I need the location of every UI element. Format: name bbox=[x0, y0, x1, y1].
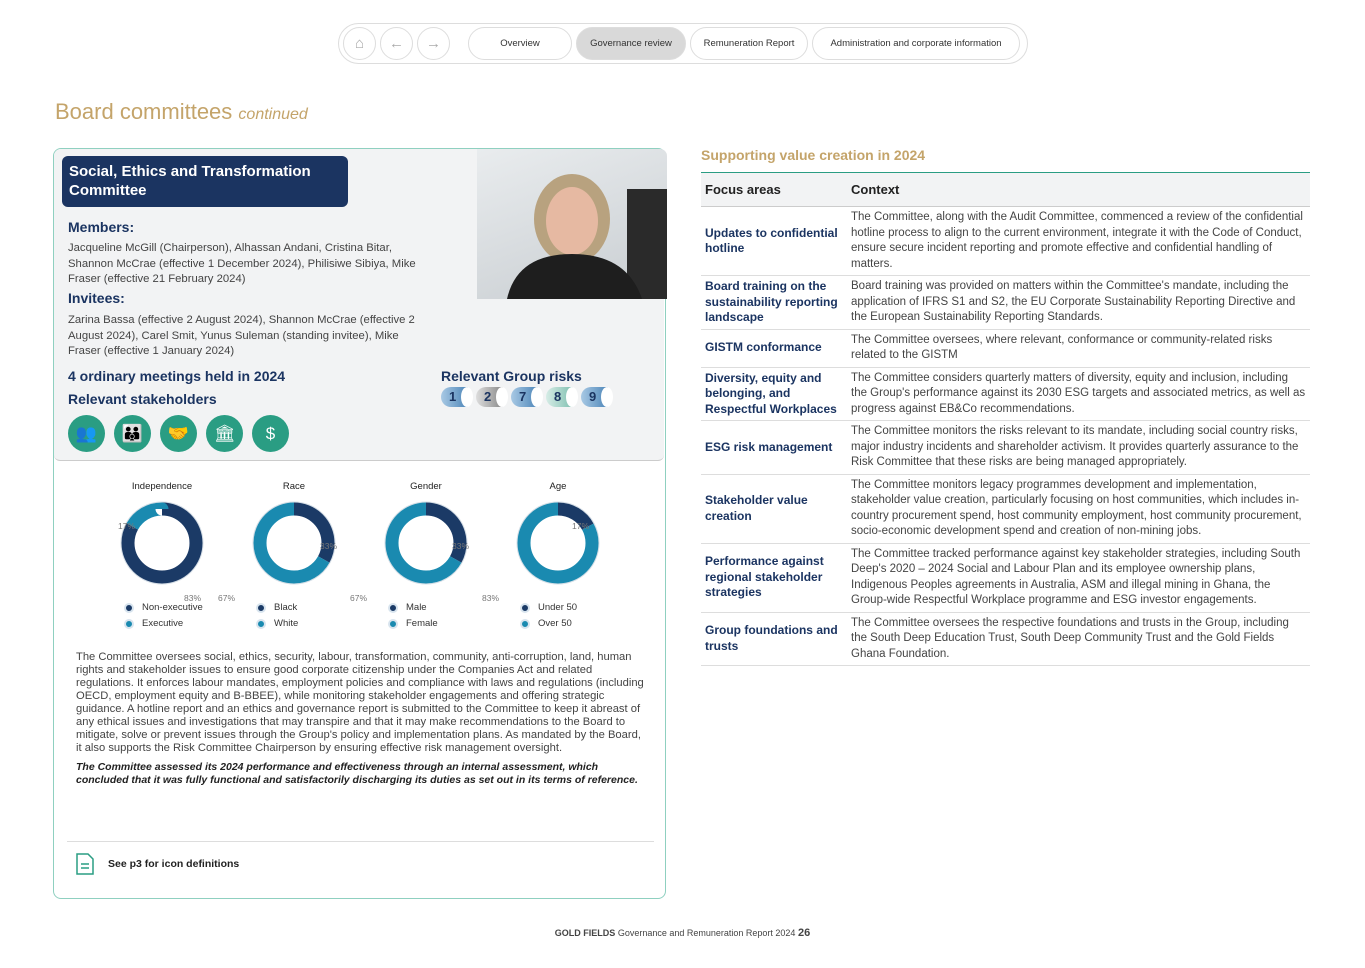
legend-label: Female bbox=[406, 618, 438, 629]
table-row bbox=[701, 474, 1310, 543]
data-label: 83% bbox=[482, 593, 500, 603]
focus-area: Board training on the sustainability reporting landscape bbox=[701, 276, 847, 330]
table-row bbox=[701, 543, 1310, 612]
table-row bbox=[701, 612, 1310, 666]
context: The Committee tracked performance against key stakeholder strategies, including South Deep's 2020 – 2024 Social and Labour Plan and its employee ownership plans, Indigenous Peoples agreements in Australia, ASM and illegal mining in Ghana, the Group-wide Respectful Workplace programme and ESG investor engagements. bbox=[847, 543, 1310, 612]
legend-swatch bbox=[520, 603, 530, 613]
context: The Committee considers quarterly matters of diversity, equity and inclusion, including the Group's performance against its 2030 ESG targets and associated metrics, as well as progress against EB&Co recommendations. bbox=[847, 367, 1310, 421]
legend-item bbox=[256, 602, 297, 613]
risk-badge: 2 bbox=[476, 387, 503, 407]
home-icon: ⌂ bbox=[354, 35, 365, 52]
data-label: 67% bbox=[218, 593, 236, 603]
header-context: Context bbox=[847, 173, 1310, 207]
stakeholder-icons bbox=[68, 415, 289, 452]
legend-swatch bbox=[388, 603, 398, 613]
assessment-text: The Committee assessed its 2024 performance and effectiveness through an internal assessment, which concluded that it was fully functional and satisfactorily discharging its duties as set out in its terms of reference. bbox=[76, 761, 638, 786]
donut-chart-gender bbox=[366, 481, 486, 593]
header-focus-areas: Focus areas bbox=[701, 173, 847, 207]
donut-svg bbox=[498, 498, 618, 588]
legend-label: White bbox=[274, 618, 299, 629]
home-button[interactable] bbox=[343, 27, 376, 60]
legend-item bbox=[124, 618, 183, 629]
government-building-icon: 🏛 bbox=[206, 415, 243, 452]
donut-chart-race bbox=[234, 481, 354, 593]
top-navigation bbox=[338, 23, 1028, 64]
context: The Committee, along with the Audit Committee, commenced a review of the confidential hotline process to align to the current environment, integrate it with the Code of Conduct, ensure secure incident reporting and promote effective and confidential handling of matters. bbox=[847, 207, 1310, 276]
focus-area: ESG risk management bbox=[701, 421, 847, 475]
investors-money-icon: $ bbox=[252, 415, 289, 452]
partners-handshake-icon: 🤝 bbox=[160, 415, 197, 452]
legend-swatch bbox=[124, 603, 134, 613]
risk-badge: 8 bbox=[546, 387, 573, 407]
risks-label: Relevant Group risks bbox=[441, 368, 582, 384]
legend-item bbox=[256, 618, 298, 629]
page-footer bbox=[0, 927, 1365, 939]
footnote-text: See p3 for icon definitions bbox=[108, 858, 240, 870]
document-icon bbox=[76, 853, 94, 875]
focus-area: Group foundations and trusts bbox=[701, 612, 847, 666]
legend-swatch bbox=[124, 619, 134, 629]
data-label: 17% bbox=[118, 521, 136, 531]
meetings-count: 4 ordinary meetings held in 2024 bbox=[68, 368, 286, 384]
legend-swatch bbox=[256, 603, 266, 613]
table-row bbox=[701, 207, 1310, 276]
arrow-right-icon: → bbox=[426, 35, 441, 52]
portrait-icon bbox=[477, 149, 667, 299]
chart-title: Independence bbox=[131, 481, 193, 492]
legend-item bbox=[388, 602, 427, 613]
legend-item bbox=[388, 618, 438, 629]
table-row bbox=[701, 367, 1310, 421]
back-button[interactable] bbox=[380, 27, 413, 60]
donut-chart-age bbox=[498, 481, 618, 593]
legend-label: Black bbox=[274, 602, 298, 613]
focus-areas-table bbox=[701, 172, 1310, 666]
page-title bbox=[55, 99, 308, 125]
chart-title: Race bbox=[282, 481, 306, 492]
table-row bbox=[701, 276, 1310, 330]
committee-name: Social, Ethics and Transformation Committee bbox=[62, 156, 348, 207]
tab-overview[interactable]: Overview bbox=[468, 27, 572, 60]
title-suffix: continued bbox=[238, 106, 308, 123]
arrow-left-icon: ← bbox=[389, 35, 404, 52]
table-row bbox=[701, 421, 1310, 475]
focus-area: Updates to confidential hotline bbox=[701, 207, 847, 276]
chart-title: Gender bbox=[410, 481, 442, 492]
tab-remuneration-report[interactable]: Remuneration Report bbox=[690, 27, 808, 60]
table-row bbox=[701, 329, 1310, 367]
legend-swatch bbox=[520, 619, 530, 629]
donut-svg bbox=[102, 498, 222, 588]
legend-swatch bbox=[256, 619, 266, 629]
context: The Committee monitors the risks relevant to its mandate, including social country risks, major industry incidents and shareholder activism. It provides quarterly assurance to the Risk Committee that these risks are being managed appropriately. bbox=[847, 421, 1310, 475]
description-text: The Committee oversees social, ethics, security, labour, transformation, community, anti-corruption, land, human rights and stakeholder issues to ensure good corporate citizenship under the Companies Act and related regulations. It enforces labour mandates, employment policies and compliance with laws and regulations (including OECD, employment equity and B-BBEE), while monitoring stakeholder engagements and offering strategic guidance. A hotline report and an ethics and governance report is submitted to the Committee to keep it abreast of any ethical issues and investigations that may transpire and that it may make recommendations to the Board to mitigate, solve or prevent issues through the Group's policy and implementation plans. As mandated by the Board, it also supports the Risk Committee Chairperson by ensuring effective risk management oversight. bbox=[76, 651, 644, 754]
divider bbox=[67, 841, 654, 842]
context: The Committee oversees the respective foundations and trusts in the Group, including the South Deep Education Trust, South Deep Community Trust and the Gold Fields Ghana Foundation. bbox=[847, 612, 1310, 666]
members-label: Members: bbox=[68, 219, 135, 235]
data-label: 33% bbox=[452, 541, 470, 551]
risk-badge: 1 bbox=[441, 387, 468, 407]
legend-item bbox=[520, 618, 572, 629]
title-text: Board committees bbox=[55, 99, 233, 124]
legend-label: Male bbox=[406, 602, 427, 613]
data-label: 83% bbox=[184, 593, 202, 603]
committee-panel bbox=[53, 148, 666, 899]
data-label: 33% bbox=[320, 541, 338, 551]
focus-area: GISTM conformance bbox=[701, 329, 847, 367]
page-number: 26 bbox=[797, 927, 811, 939]
communities-icon: 👪 bbox=[114, 415, 151, 452]
footer-report: Governance and Remuneration Report 2024 bbox=[617, 928, 796, 938]
footer-brand: GOLD FIELDS bbox=[554, 928, 616, 938]
context: The Committee oversees, where relevant, conformance or community-related risks related to the GISTM bbox=[847, 329, 1310, 367]
legend-label: Under 50 bbox=[538, 602, 578, 613]
legend-item bbox=[520, 602, 577, 613]
invitees-label: Invitees: bbox=[68, 290, 125, 306]
members-list: Jacqueline McGill (Chairperson), Alhassan Andani, Cristina Bitar, Shannon McCrae (effective 1 December 2024), Philisiwe Sibiya, Mike Fraser (effective 21 February 2024) bbox=[68, 242, 416, 285]
context: Board training was provided on matters within the Committee's mandate, including the application of IFRS S1 and S2, the EU Corporate Sustainability Reporting Directive and the European Sustainability Reporting Standards. bbox=[847, 276, 1310, 330]
committee-description bbox=[76, 651, 648, 787]
legend-label: Over 50 bbox=[538, 618, 572, 629]
table-title: Supporting value creation in 2024 bbox=[701, 147, 926, 163]
chart-title: Age bbox=[549, 481, 567, 492]
invitees-list: Zarina Bassa (effective 2 August 2024), Shannon McCrae (effective 2 August 2024), Carel Smit, Yunus Suleman (standing invitee), Mike Fraser (effective 1 January 2024) bbox=[68, 314, 415, 357]
focus-area: Performance against regional stakeholder strategies bbox=[701, 543, 847, 612]
stakeholders-label: Relevant stakeholders bbox=[68, 391, 217, 407]
data-label: 67% bbox=[350, 593, 368, 603]
committee-summary bbox=[54, 149, 664, 461]
risk-badges bbox=[441, 387, 608, 407]
risk-badge: 7 bbox=[511, 387, 538, 407]
data-label: 17% bbox=[572, 521, 590, 531]
legend-label: Non-executive bbox=[142, 602, 203, 613]
forward-button[interactable] bbox=[417, 27, 450, 60]
risk-badge: 9 bbox=[581, 387, 608, 407]
tab-governance-review[interactable]: Governance review bbox=[576, 27, 686, 60]
context: The Committee monitors legacy programmes development and implementation, stakeholder value creation, particularly focusing on host communities, which includes in-country procurement spend, host community employment, host community procurement, socio-economic development spend and creation of non-mining jobs. bbox=[847, 474, 1310, 543]
legend-swatch bbox=[388, 619, 398, 629]
chairperson-photo bbox=[477, 149, 667, 299]
focus-area: Stakeholder value creation bbox=[701, 474, 847, 543]
icon-definitions-link[interactable] bbox=[76, 853, 239, 875]
employees-icon: 👥 bbox=[68, 415, 105, 452]
legend-item bbox=[124, 602, 203, 613]
donut-chart-independence bbox=[102, 481, 222, 593]
focus-area: Diversity, equity and belonging, and Respectful Workplaces bbox=[701, 367, 847, 421]
tab-administration[interactable]: Administration and corporate information bbox=[812, 27, 1020, 60]
legend-label: Executive bbox=[142, 618, 184, 629]
